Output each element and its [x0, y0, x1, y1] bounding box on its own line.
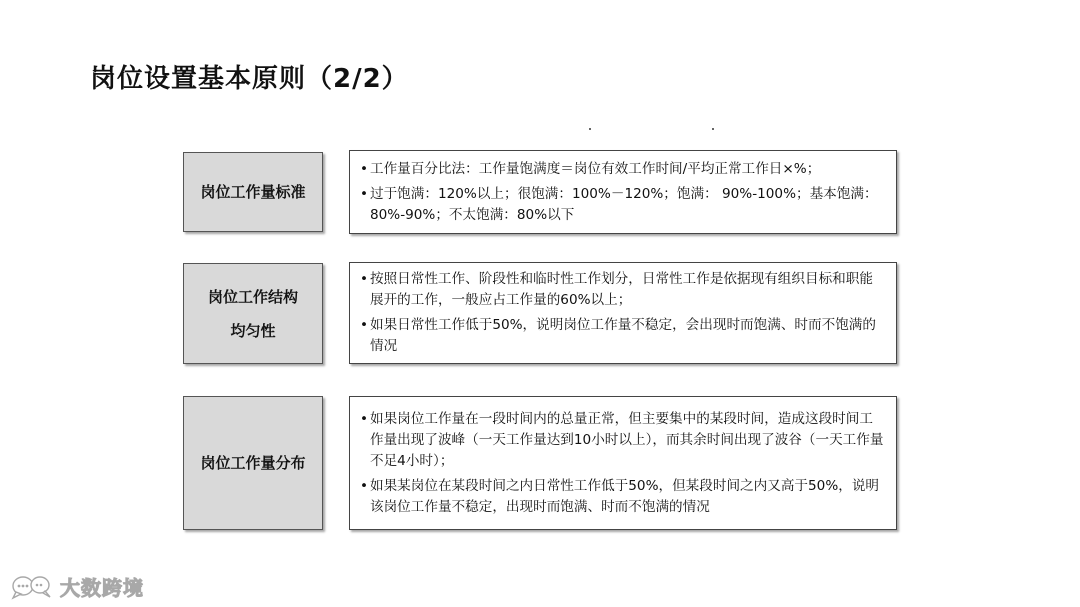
list-item — [360, 409, 884, 472]
watermark-text: 大数跨境 — [60, 576, 144, 600]
criterion-detail-workload-standard — [349, 150, 897, 234]
bullet-icon: • — [360, 317, 369, 333]
criterion-label-workload-distribution — [183, 396, 323, 530]
bullet-text: 如果岗位工作量在一段时间内的总量正常，但主要集中的某段时间，造成这段时间工作量出现了波峰（一天工作量达到10小时以上），而其余时间出现了波谷（一天工作量不足4小时）； — [370, 410, 884, 469]
bullet-icon: • — [360, 271, 369, 287]
bullet-icon: • — [360, 160, 369, 177]
criterion-label-line: 岗位工作量分布 — [200, 454, 306, 472]
bullet-icon: • — [360, 477, 369, 494]
list-item — [360, 159, 884, 180]
chat-bubble-logo-icon — [10, 574, 56, 600]
criterion-label-line: 均匀性 — [230, 321, 276, 340]
decorative-speck — [712, 128, 714, 130]
decorative-speck — [589, 128, 591, 130]
bullet-icon: • — [360, 410, 369, 427]
page-title: 岗位设置基本原则（2/2） — [90, 64, 409, 94]
criterion-label-workload-standard — [183, 152, 323, 232]
list-item — [360, 476, 884, 518]
list-item — [360, 184, 884, 226]
criterion-label-structure-balance — [183, 263, 323, 364]
list-item — [360, 269, 884, 311]
watermark — [10, 572, 144, 601]
bullet-text: 过于饱满：120%以上；很饱满：100%－120%；饱满： 90%-100%；基本饱满：80%-90%；不太饱满：80%以下 — [370, 185, 878, 223]
criterion-detail-workload-distribution — [349, 396, 897, 530]
criterion-detail-structure-balance — [349, 262, 897, 364]
bullet-text: 工作量百分比法：工作量饱满度＝岗位有效工作时间/平均正常工作日×%； — [370, 160, 821, 177]
criterion-label-line: 岗位工作结构 — [207, 287, 298, 306]
bullet-text: 如果某岗位在某段时间之内日常性工作低于50%，但某段时间之内又高于50%，说明该岗位工作量不稳定，出现时而饱满、时而不饱满的情况 — [370, 477, 880, 515]
list-item — [360, 315, 884, 357]
criterion-label-line: 岗位工作量标准 — [200, 183, 306, 201]
bullet-text: 如果日常性工作低于50%，说明岗位工作量不稳定，会出现时而饱满、时而不饱满的情况 — [370, 317, 876, 354]
bullet-text: 按照日常性工作、阶段性和临时性工作划分，日常性工作是依据现有组织目标和职能展开的工作，一般应占工作量的60%以上； — [370, 271, 873, 308]
bullet-icon: • — [360, 185, 369, 202]
